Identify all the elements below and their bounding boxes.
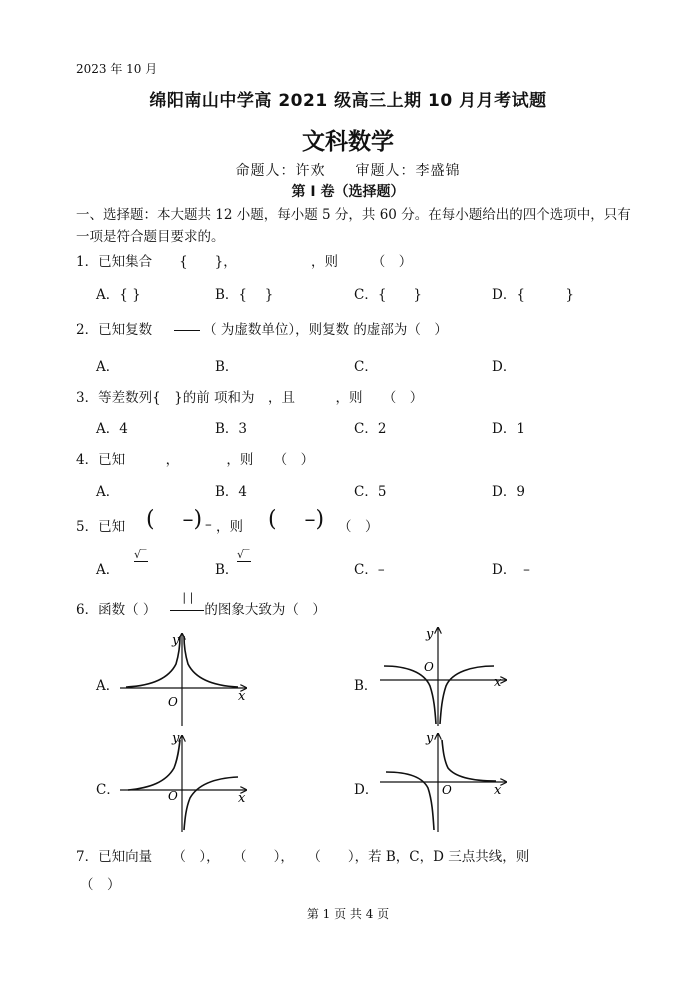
curve-left xyxy=(386,772,434,830)
q1-option-d: D．{ } xyxy=(492,287,575,303)
origin-label: O xyxy=(442,783,452,797)
q4-option-c: C．5 xyxy=(354,484,387,500)
curve-left xyxy=(384,666,436,724)
question-6-stem xyxy=(76,591,326,618)
q2-option-c: C． xyxy=(354,359,378,375)
q2-option-a: A． xyxy=(96,359,120,375)
dash-mark: – xyxy=(205,517,212,533)
question-4-stem: 4．已知 ， ，则 （ ） xyxy=(76,452,315,468)
authors-line xyxy=(0,160,696,180)
q3-option-a: A．4 xyxy=(96,421,128,437)
q6-stem-a: 6．函数（ ） xyxy=(76,602,157,618)
question-5-stem-b: ，则 xyxy=(216,519,243,535)
question-3-stem: 3．等差数列{ }的前 项和为 ，且 ，则 （ ） xyxy=(76,390,424,406)
part-heading: 第 I 卷（选择题） xyxy=(291,184,405,200)
x-label: x xyxy=(238,689,246,704)
q5-option-d: D． – xyxy=(492,562,530,578)
x-label: x xyxy=(238,791,246,806)
graph-b xyxy=(378,624,512,728)
graph-a xyxy=(118,628,252,728)
page-footer: 第 1 页 共 4 页 xyxy=(306,907,390,921)
q2-stem-b: （ 为虚数单位），则复数 的虚部为（ ） xyxy=(203,322,448,338)
q6-option-a: A． xyxy=(96,678,120,694)
question-5-stem: 5．已知 xyxy=(76,519,126,535)
question-5-stem-c: （ ） xyxy=(338,519,379,535)
q2-stem-a: 2．已知复数 xyxy=(76,322,153,338)
q5-option-b: B． xyxy=(215,562,239,578)
origin-label: O xyxy=(168,789,178,803)
exam-subject: 文科数学 xyxy=(302,129,394,155)
y-label: y xyxy=(172,633,180,648)
abs-fraction: | | xyxy=(170,602,204,618)
origin-label: O xyxy=(168,695,178,709)
q2-option-d: D． xyxy=(492,359,517,375)
curve-right xyxy=(184,636,238,687)
q1-option-a: A．{ } xyxy=(96,287,141,303)
q4-option-b: B．4 xyxy=(215,484,248,500)
exam-date: 2023 年 10 月 xyxy=(76,62,158,76)
y-label: y xyxy=(426,731,434,746)
reviewer: 审题人：李盛锦 xyxy=(355,163,461,179)
question-1-stem: 1．已知集合 { }， ，则 （ ） xyxy=(76,254,413,270)
q6-option-b: B． xyxy=(354,678,378,694)
q2-option-b: B． xyxy=(215,359,239,375)
setter: 命题人：许欢 xyxy=(235,163,326,179)
origin-label: O xyxy=(424,660,434,674)
graph-d xyxy=(378,730,512,834)
graph-c xyxy=(118,730,252,834)
paren-group: ( –) xyxy=(268,507,325,532)
q5-option-c: C．– xyxy=(354,562,385,578)
section-intro: 一、选择题：本大题共 12 小题，每小题 5 分，共 60 分。在每小题给出的四个选项中，只有一项是符合题目要求的。 xyxy=(76,207,631,245)
q6-option-c: C． xyxy=(96,782,120,798)
curve-right xyxy=(440,666,494,724)
curve-right xyxy=(442,740,496,781)
y-label: y xyxy=(426,627,434,642)
curve-right xyxy=(184,777,238,830)
q3-option-b: B．3 xyxy=(215,421,248,437)
exam-title: 绵阳南山中学高 2021 级高三上期 10 月月考试题 xyxy=(149,91,547,111)
q6-option-d: D． xyxy=(354,782,379,798)
q1-option-c: C．{ } xyxy=(354,287,423,303)
sqrt-fraction: √‾ xyxy=(134,548,147,561)
x-label: x xyxy=(494,675,502,690)
q3-option-c: C．2 xyxy=(354,421,387,437)
sqrt-fraction: √‾ xyxy=(237,548,250,561)
fraction-bar xyxy=(174,330,200,331)
question-2-stem xyxy=(76,318,448,338)
curve-left xyxy=(128,740,180,790)
q4-option-d: D．9 xyxy=(492,484,525,500)
question-7-tail: （ ） xyxy=(80,877,121,893)
q6-stem-b: 的图象大致为（ ） xyxy=(204,602,326,618)
q4-option-a: A． xyxy=(96,484,120,500)
question-7-stem: 7．已知向量 （ ）， （ ）， （ ），若 B，C，D 三点共线，则 xyxy=(76,849,530,865)
x-label: x xyxy=(494,783,502,798)
q3-option-d: D．1 xyxy=(492,421,525,437)
q1-option-b: B．{ } xyxy=(215,287,274,303)
y-label: y xyxy=(172,731,180,746)
paren-group: ( –) xyxy=(146,507,203,532)
q5-option-a: A． xyxy=(96,562,120,578)
